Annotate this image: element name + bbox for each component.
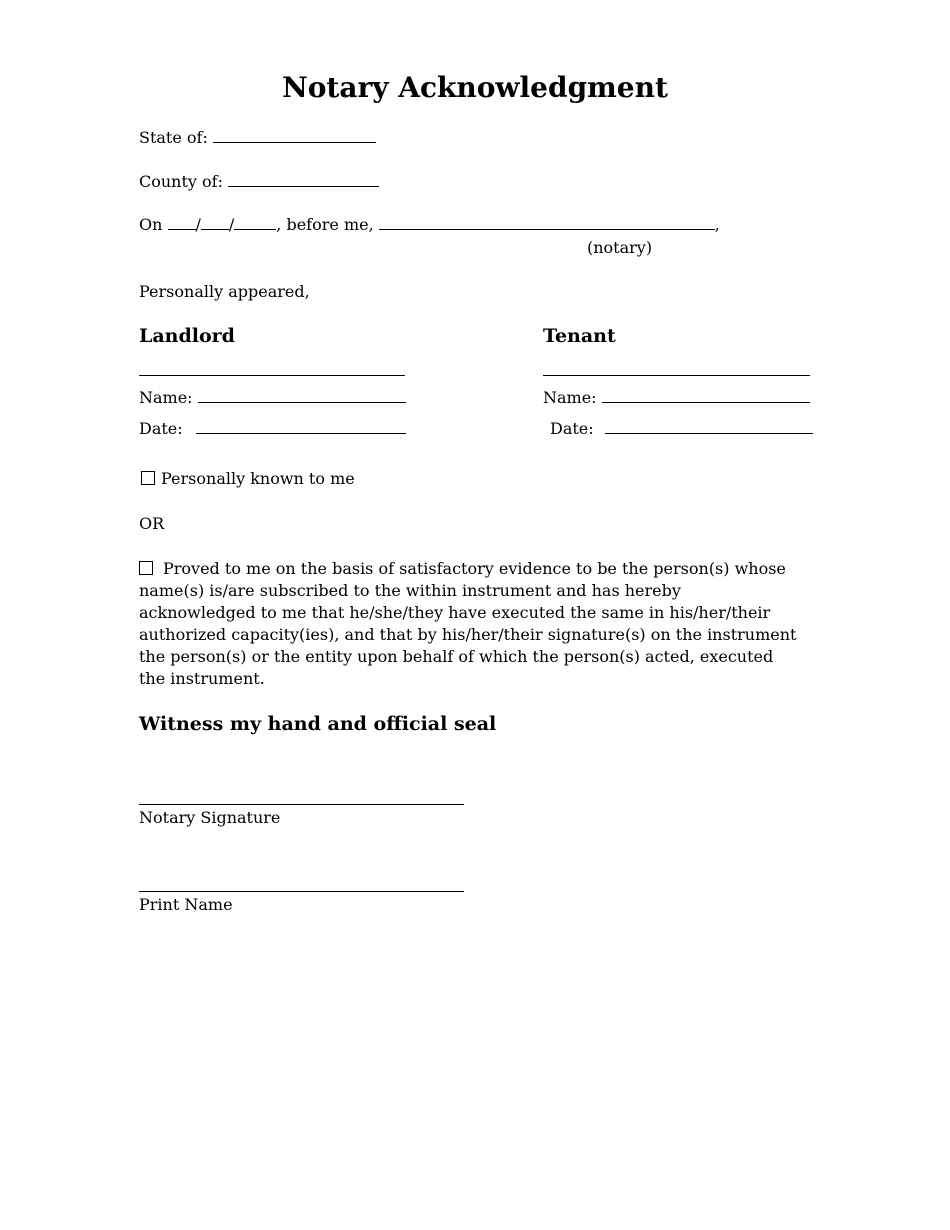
- tenant-name-label: Name:: [543, 388, 597, 407]
- date-separator: /: [195, 215, 201, 234]
- proved-checkbox[interactable]: [139, 561, 153, 575]
- on-label: On: [139, 215, 163, 234]
- tenant-name-line: [543, 388, 810, 408]
- trailing-comma: ,: [714, 215, 720, 234]
- date-separator: /: [228, 215, 235, 234]
- page-title: Notary Acknowledgment: [282, 71, 668, 104]
- known-checkbox[interactable]: [141, 471, 155, 485]
- landlord-date-field[interactable]: [196, 419, 406, 434]
- before-me-label: , before me,: [276, 215, 374, 234]
- personally-appeared-text: Personally appeared,: [139, 282, 310, 301]
- date-notary-line: [139, 215, 720, 235]
- state-field[interactable]: [213, 128, 376, 143]
- tenant-name-field[interactable]: [602, 388, 810, 403]
- witness-heading: Witness my hand and official seal: [139, 713, 497, 735]
- landlord-name-line: [139, 388, 406, 408]
- proved-option: [139, 558, 799, 690]
- landlord-name-field[interactable]: [198, 388, 406, 403]
- notary-signature-field[interactable]: [139, 804, 464, 805]
- landlord-signature-field[interactable]: [139, 375, 405, 376]
- known-option-label: Personally known to me: [161, 469, 355, 488]
- state-line: [139, 128, 376, 148]
- month-field[interactable]: [168, 215, 196, 230]
- landlord-name-label: Name:: [139, 388, 193, 407]
- known-option: [141, 469, 355, 489]
- print-name-field[interactable]: [139, 891, 464, 892]
- proved-option-text: Proved to me on the basis of satisfactory evidence to be the person(s) whose name(s) is/are subscribed to the within instrument and has hereby acknowledged to me that he/she/they have executed the same in his/her/their authorized capacity(ies), and that by his/her/their signature(s) on the instrument the person(s) or the entity upon behalf of which the person(s) acted, executed the instrument.: [139, 559, 797, 688]
- county-line: [139, 172, 379, 192]
- county-field[interactable]: [228, 172, 379, 187]
- print-name-label: Print Name: [139, 895, 233, 914]
- tenant-date-field[interactable]: [605, 419, 813, 434]
- landlord-date-label: Date:: [139, 419, 183, 438]
- landlord-date-line: [139, 419, 406, 439]
- day-field[interactable]: [201, 215, 229, 230]
- tenant-heading: Tenant: [543, 325, 616, 347]
- tenant-date-label: Date:: [550, 419, 594, 438]
- notary-name-field[interactable]: [379, 215, 715, 230]
- tenant-date-line: [550, 419, 813, 439]
- county-label: County of:: [139, 172, 223, 191]
- year-field[interactable]: [234, 215, 276, 230]
- or-text: OR: [139, 514, 165, 533]
- state-label: State of:: [139, 128, 208, 147]
- tenant-signature-field[interactable]: [543, 375, 810, 376]
- notary-caption: (notary): [587, 238, 653, 257]
- landlord-heading: Landlord: [139, 325, 235, 347]
- notary-signature-label: Notary Signature: [139, 808, 281, 827]
